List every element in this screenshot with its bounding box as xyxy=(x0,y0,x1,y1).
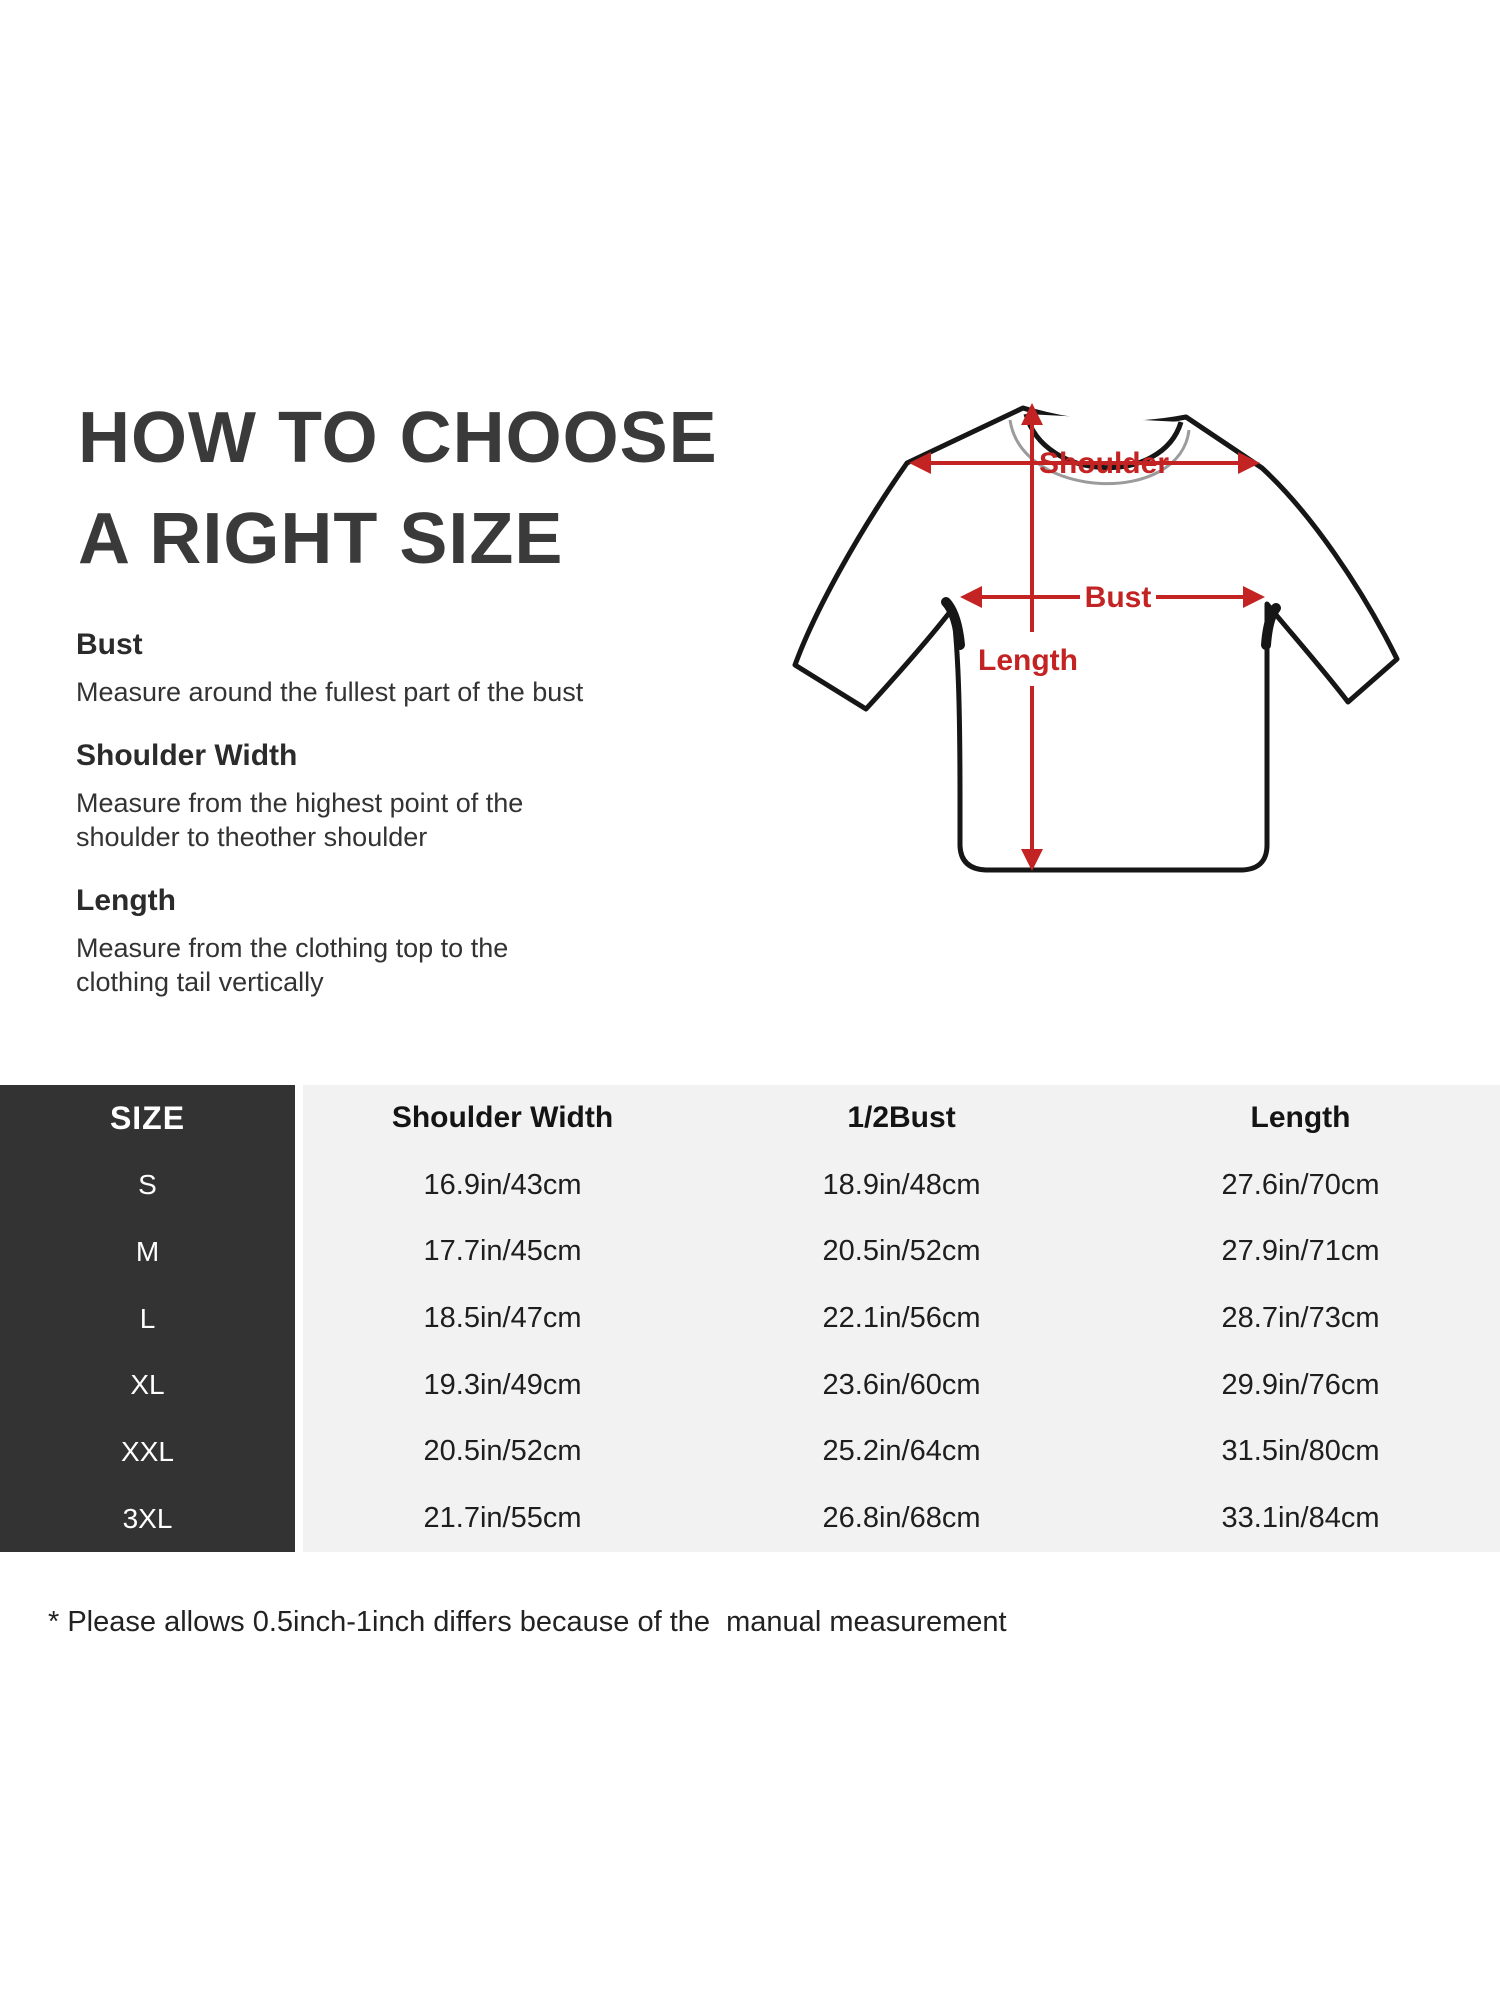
instruction-heading: Shoulder Width xyxy=(76,739,298,772)
bust-label: Bust xyxy=(1084,581,1152,614)
size-cell: L xyxy=(139,1302,156,1334)
instruction-heading: Bust xyxy=(76,628,143,661)
instruction-shoulder-width xyxy=(76,739,636,854)
table-cell: 21.7in/55cm xyxy=(423,1502,582,1535)
instruction-text: Measure from the highest point of the shoulder to theother shoulder xyxy=(76,788,524,852)
size-table xyxy=(0,1085,1500,1552)
length-label: Length xyxy=(978,644,1078,677)
table-cell: 20.5in/52cm xyxy=(423,1435,582,1468)
right-armpit-shade xyxy=(1266,608,1276,645)
column-header: Shoulder Width xyxy=(391,1101,614,1135)
table-cell: 33.1in/84cm xyxy=(1221,1502,1380,1535)
size-cell: S xyxy=(138,1169,157,1201)
page-title xyxy=(78,388,718,590)
table-cell: 29.9in/76cm xyxy=(1221,1368,1380,1401)
column-header: Length xyxy=(1250,1101,1351,1135)
table-cell: 19.3in/49cm xyxy=(423,1368,582,1401)
measure-instructions xyxy=(76,628,636,1029)
table-cell: 28.7in/73cm xyxy=(1221,1301,1380,1334)
table-cell: 22.1in/56cm xyxy=(822,1301,981,1334)
measurement-disclaimer: * Please allows 0.5inch-1inch differs because of the manual measurement xyxy=(48,1606,1007,1638)
column-header: 1/2Bust xyxy=(847,1101,956,1135)
page-title-line2: A RIGHT SIZE xyxy=(78,499,564,579)
table-cell: 23.6in/60cm xyxy=(822,1368,981,1401)
table-cell: 25.2in/64cm xyxy=(822,1435,981,1468)
table-cell: 18.5in/47cm xyxy=(423,1301,582,1334)
table-cell: 31.5in/80cm xyxy=(1221,1435,1380,1468)
size-cell: M xyxy=(135,1235,160,1267)
table-cell: 20.5in/52cm xyxy=(822,1235,981,1268)
instruction-text: Measure around the fullest part of the bust xyxy=(76,677,584,707)
table-cell: 16.9in/43cm xyxy=(423,1168,582,1201)
size-cell: XXL xyxy=(121,1435,174,1467)
size-column-header: SIZE xyxy=(109,1099,186,1136)
instruction-heading: Length xyxy=(76,884,176,917)
tshirt-measurement-diagram xyxy=(760,375,1440,915)
shoulder-label: Shoulder xyxy=(1038,447,1170,480)
table-cell: 27.9in/71cm xyxy=(1221,1235,1380,1268)
size-column xyxy=(0,1085,295,1552)
instruction-text: Measure from the clothing top to the clothing tail vertically xyxy=(76,933,509,997)
table-cell: 18.9in/48cm xyxy=(822,1168,981,1201)
table-cell: 27.6in/70cm xyxy=(1221,1168,1380,1201)
size-cell: 3XL xyxy=(122,1502,173,1534)
page-title-line1: HOW TO CHOOSE xyxy=(78,398,718,478)
table-cell: 26.8in/68cm xyxy=(822,1502,981,1535)
instruction-bust xyxy=(76,628,636,709)
instruction-length xyxy=(76,884,636,999)
table-cell: 17.7in/45cm xyxy=(423,1235,582,1268)
size-cell: XL xyxy=(130,1369,165,1401)
data-grid xyxy=(303,1085,1500,1552)
